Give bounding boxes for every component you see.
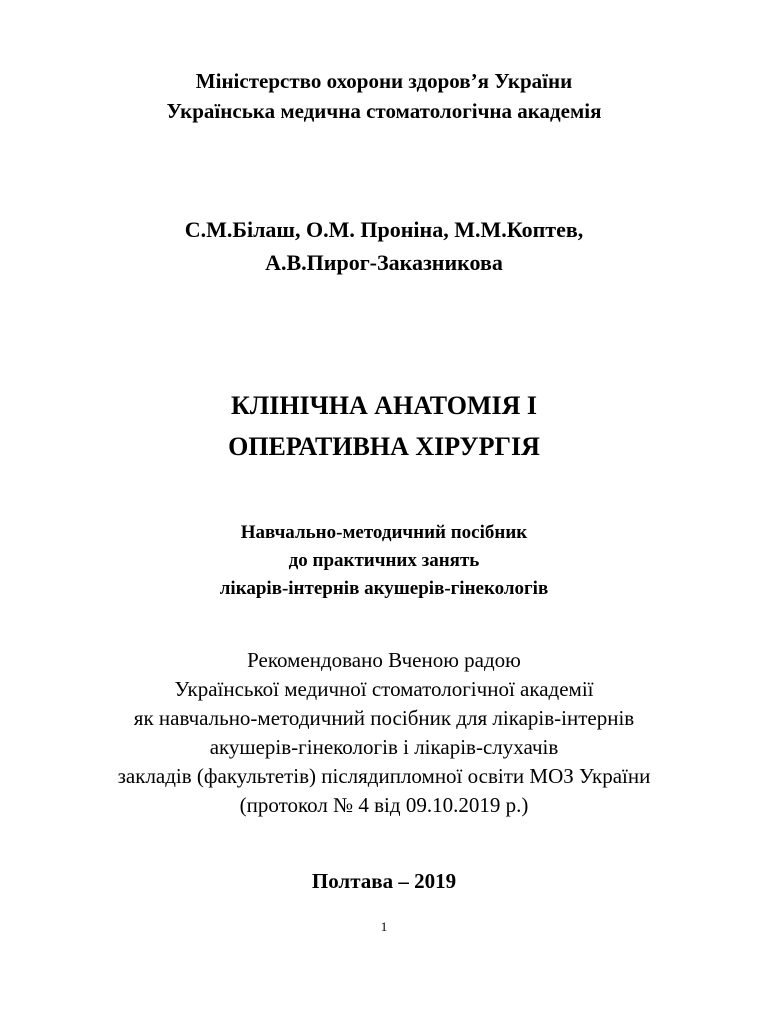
approval-line-5: закладів (факультетів) післядипломної освіти МОЗ України [117, 764, 651, 788]
ministry-name: Міністерство охорони здоров’я України [195, 69, 573, 93]
subtitle-line-2: до практичних занять [288, 550, 480, 571]
subtitle-line-1: Навчально-методичний посібник [240, 522, 528, 543]
city-year-text: Полтава – 2019 [311, 869, 457, 893]
approval-line-4: акушерів-гінекологів і лікарів-слухачів [209, 735, 559, 759]
approval-line-3: як навчально-методичний посібник для лікарів-інтернів [133, 706, 635, 730]
title-line-1: КЛІНІЧНА АНАТОМІЯ І [230, 391, 538, 420]
approval-line-1: Рекомендовано Вченою радою [247, 648, 521, 672]
institution-header [0, 66, 768, 126]
document-title [0, 385, 768, 467]
approval-line-6: (протокол № 4 від 09.10.2019 р.) [239, 793, 529, 817]
city-year [0, 866, 768, 896]
title-line-2: ОПЕРАТИВНА ХІРУРГІЯ [228, 432, 540, 461]
document-subtitle [0, 519, 768, 603]
academy-name: Українська медична стоматологічна академія [166, 99, 602, 123]
authors [0, 213, 768, 279]
page-number-text: 1 [380, 919, 388, 934]
authors-line-1: С.М.Білаш, О.М. Проніна, М.М.Коптев, [184, 217, 584, 242]
subtitle-line-3: лікарів-інтернів акушерів-гінекологів [219, 578, 549, 599]
approval-line-2: Української медичної стоматологічної академії [174, 677, 594, 701]
approval-statement [0, 646, 768, 820]
authors-line-2: А.В.Пирог-Заказникова [265, 250, 503, 275]
page-number [0, 918, 768, 936]
